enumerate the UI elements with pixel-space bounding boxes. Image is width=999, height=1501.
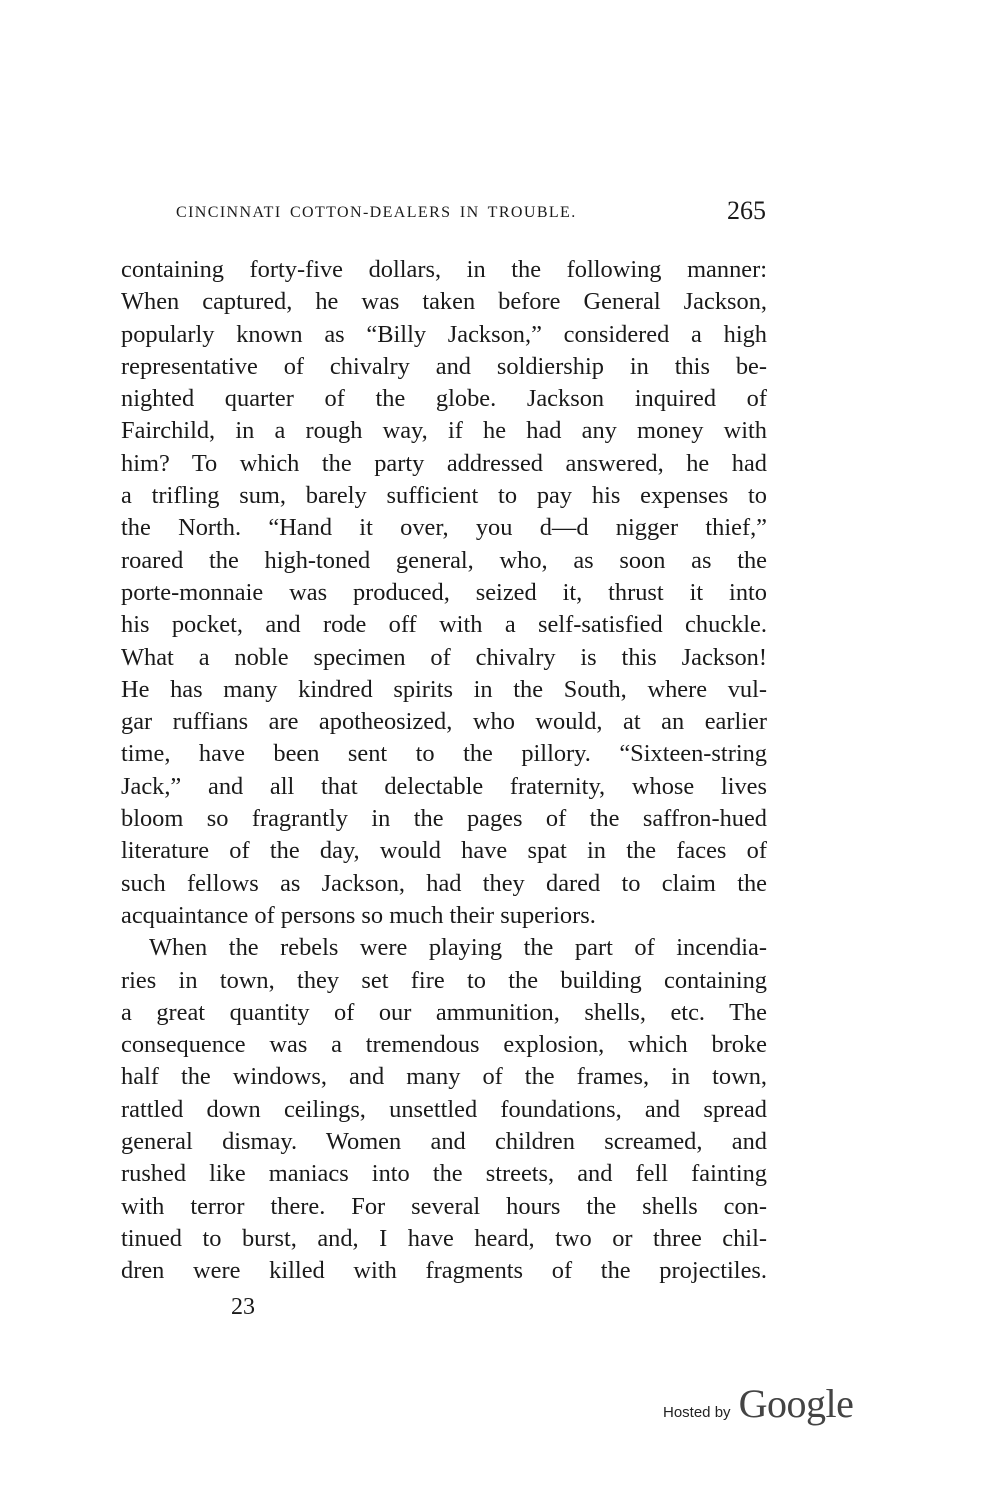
text-line: literature of the day, would have spat in the faces of <box>121 837 767 865</box>
text-line: dren were killed with fragments of the projectiles. <box>121 1257 767 1285</box>
paragraph-2 <box>121 932 767 1287</box>
text-line: rushed like maniacs into the streets, and fell fainting <box>121 1160 767 1188</box>
text-line: general dismay. Women and children screamed, and <box>121 1128 767 1156</box>
text-line: When captured, he was taken before General Jackson, <box>121 288 767 316</box>
text-line: Fairchild, in a rough way, if he had any money with <box>121 417 767 445</box>
text-line: half the windows, and many of the frames, in town, <box>121 1063 767 1091</box>
hosted-by-label: Hosted by <box>663 1404 731 1421</box>
text-line: popularly known as “Billy Jackson,” considered a high <box>121 320 767 348</box>
text-line: a trifling sum, barely sufficient to pay his expenses to <box>121 482 767 510</box>
text-line: gar ruffians are apotheosized, who would, at an earlier <box>121 708 767 736</box>
text-line: such fellows as Jackson, had they dared to claim the <box>121 869 767 897</box>
body-text <box>121 254 767 1288</box>
text-line: rattled down ceilings, unsettled foundations, and spread <box>121 1095 767 1123</box>
text-line: a great quantity of our ammunition, shells, etc. The <box>121 998 767 1026</box>
text-line: with terror there. For several hours the shells con- <box>121 1192 767 1220</box>
text-line: roared the high-toned general, who, as soon as the <box>121 546 767 574</box>
text-line: him? To which the party addressed answered, he had <box>121 449 767 477</box>
text-line: ries in town, they set fire to the building containing <box>121 966 767 994</box>
page-number: 265 <box>727 196 766 225</box>
text-line: Jack,” and all that delectable fraternity, whose lives <box>121 772 767 800</box>
text-line: porte-monnaie was produced, seized it, thrust it into <box>121 578 767 606</box>
text-line: representative of chivalry and soldiership in this be- <box>121 352 767 380</box>
text-line: When the rebels were playing the part of incendia- <box>149 934 767 962</box>
running-head <box>176 196 766 232</box>
text-line: acquaintance of persons so much their superiors. <box>121 901 596 929</box>
text-line: tinued to burst, and, I have heard, two or three chil- <box>121 1224 767 1252</box>
text-line: nighted quarter of the globe. Jackson inquired of <box>121 385 767 413</box>
paragraph-1 <box>121 254 767 932</box>
text-line: his pocket, and rode off with a self-satisfied chuckle. <box>121 611 767 639</box>
text-line: He has many kindred spirits in the South, where vul- <box>121 675 767 703</box>
text-line: containing forty-five dollars, in the following manner: <box>121 256 767 283</box>
text-line: time, have been sent to the pillory. “Sixteen-string <box>121 740 767 768</box>
google-logo: Google <box>738 1381 854 1426</box>
text-line: the North. “Hand it over, you d—d nigger thief,” <box>121 514 767 542</box>
running-title: CINCINNATI COTTON-DEALERS IN TROUBLE. <box>176 204 577 221</box>
hosted-by-google-watermark <box>663 1380 853 1430</box>
text-line: bloom so fragrantly in the pages of the saffron-hued <box>121 805 767 833</box>
text-line: consequence was a tremendous explosion, which broke <box>121 1031 767 1059</box>
text-line: What a noble specimen of chivalry is this Jackson! <box>121 643 767 671</box>
signature-mark: 23 <box>231 1294 255 1320</box>
